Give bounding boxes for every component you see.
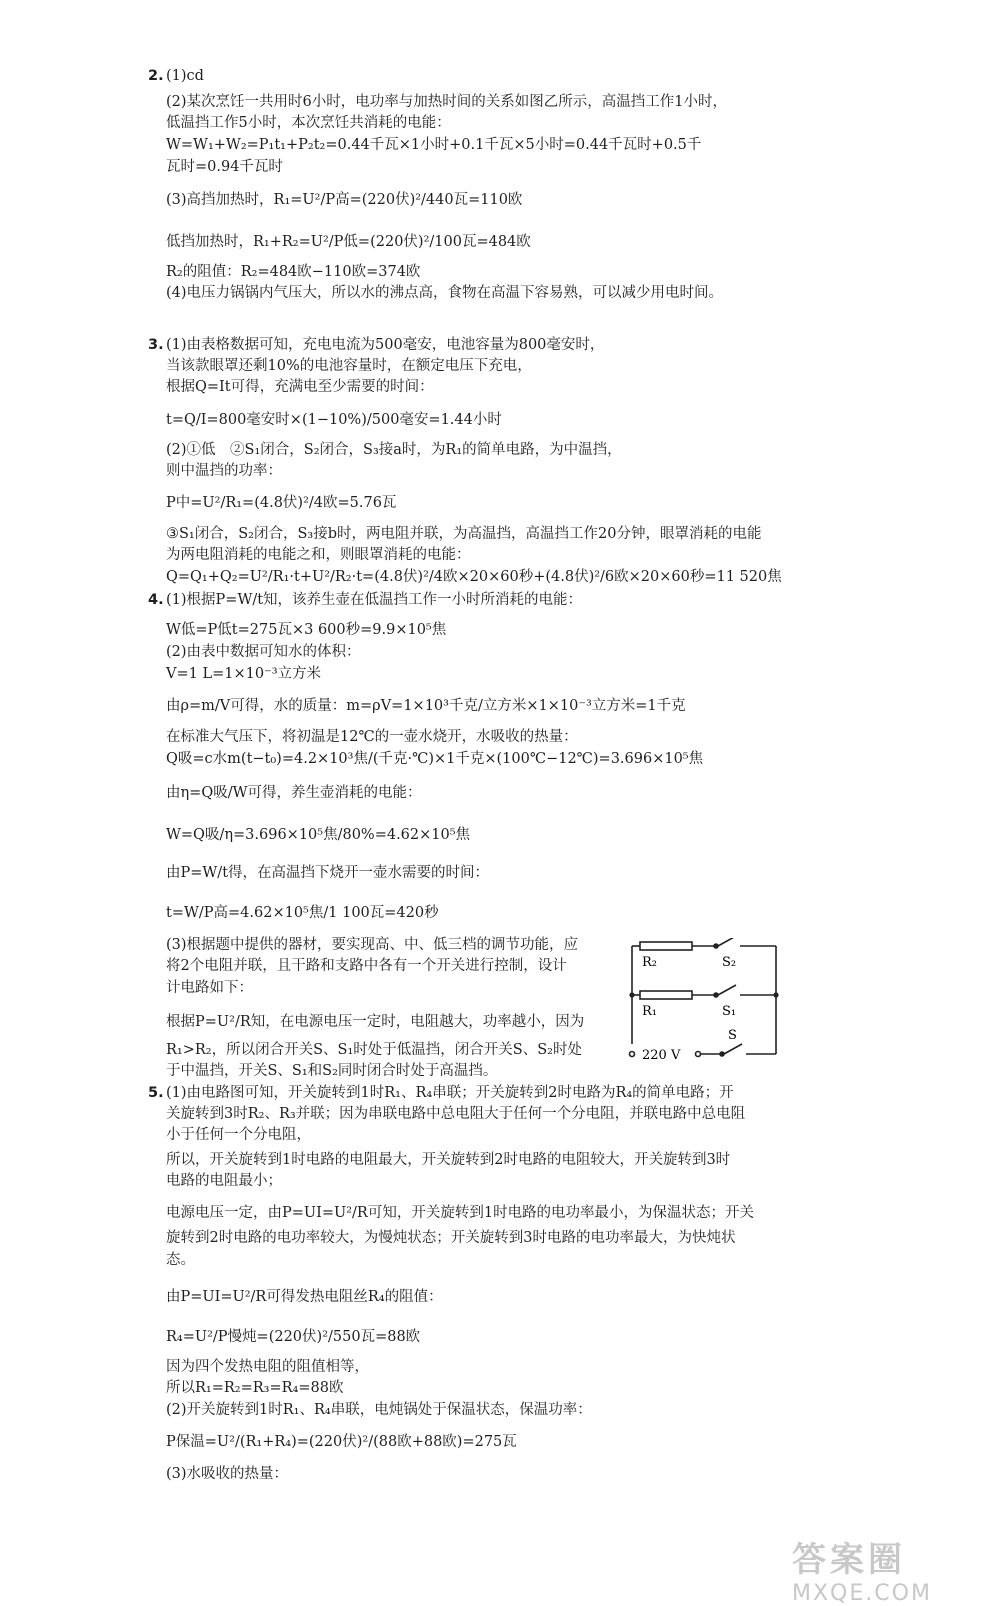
text-line: 根据Q=It可得，充满电至少需要的时间： bbox=[166, 379, 434, 395]
text-line: (2)①低 ②S₁闭合，S₂闭合，S₃接a时，为R₁的简单电路，为中温挡， bbox=[166, 442, 622, 458]
text-line: R₁>R₂，所以闭合开关S、S₁时处于低温挡，闭合开关S、S₂时处 bbox=[166, 1042, 582, 1058]
switch-s2 bbox=[718, 938, 736, 946]
circuit-diagram bbox=[612, 938, 782, 1062]
text-line: 关旋转到3时R₂、R₃并联；因为串联电路中总电阻大于任何一个分电阻，并联电路中总电阻 bbox=[166, 1106, 746, 1122]
formula-line: P保温=U²/(R₁+R₄)=(220伏)²/(88欧+88欧)=275瓦 bbox=[166, 1434, 517, 1450]
problem-number-4: 4. bbox=[148, 592, 164, 608]
text-line: (2)由表中数据可知水的体积： bbox=[166, 644, 361, 660]
formula-line: t=Q/I=800毫安时×(1−10%)/500毫安=1.44小时 bbox=[166, 412, 502, 428]
text-line: (1)由表格数据可知，充电电流为500毫安，电池容量为800毫安时， bbox=[166, 337, 605, 353]
problem-number-2: 2. bbox=[148, 68, 164, 84]
text-line: 低温挡工作5小时，本次烹饪共消耗的电能： bbox=[166, 115, 451, 131]
text-line: (1)由电路图可知，开关旋转到1时R₁、R₄串联；开关旋转到2时电路为R₄的简单电路；开 bbox=[166, 1085, 734, 1101]
formula-line: 由P=UI=U²/R可得发热电阻丝R₄的阻值： bbox=[166, 1289, 443, 1305]
formula-line: Q=Q₁+Q₂=U²/R₁·t+U²/R₂·t=(4.8伏)²/4欧×20×60秒+(4.8伏)²/6欧×20×60秒=11 520焦 bbox=[166, 569, 782, 585]
switch-s bbox=[724, 1044, 742, 1054]
formula-line: t=W/P高=4.62×10⁵焦/1 100瓦=420秒 bbox=[166, 905, 439, 921]
label-s1: S₁ bbox=[722, 1004, 737, 1019]
label-voltage: 220 V bbox=[642, 1048, 681, 1062]
formula-line: Q吸=c水m(t−t₀)=4.2×10³焦/(千克·℃)×1千克×(100℃−12℃)=3.696×10⁵焦 bbox=[166, 751, 704, 767]
problem-number-3: 3. bbox=[148, 337, 164, 353]
formula-line: (3)高挡加热时，R₁=U²/P高=(220伏)²/440瓦=110欧 bbox=[166, 192, 523, 208]
text-line: (3)根据题中提供的器材，要实现高、中、低三档的调节功能，应 bbox=[166, 937, 579, 953]
junction-right bbox=[773, 992, 778, 997]
problem-number-5: 5. bbox=[148, 1085, 164, 1101]
text-line: 旋转到2时电路的电功率较大，为慢炖状态；开关旋转到3时电路的电功率最大，为快炖状 bbox=[166, 1230, 736, 1246]
text-line: 瓦时=0.94千瓦时 bbox=[166, 159, 283, 175]
junction-left bbox=[629, 992, 634, 997]
text-line: 所以R₁=R₂=R₃=R₄=88欧 bbox=[166, 1380, 344, 1396]
formula-line: 根据P=U²/R知，在电源电压一定时，电阻越大，功率越小，因为 bbox=[166, 1014, 585, 1030]
watermark-url: MXQE.COM bbox=[792, 1581, 932, 1606]
label-r2: R₂ bbox=[642, 955, 657, 970]
formula-line: 由P=W/t得，在高温挡下烧开一壶水需要的时间： bbox=[166, 865, 490, 881]
text-line: 为两电阻消耗的电能之和，则眼罩消耗的电能： bbox=[166, 547, 471, 563]
formula-line: 电源电压一定，由P=UI=U²/R可知，开关旋转到1时电路的电功率最小，为保温状态；开关 bbox=[166, 1205, 755, 1221]
label-s: S bbox=[728, 1028, 737, 1043]
text-line: (1)根据P=W/t知，该养生壶在低温挡工作一小时所消耗的电能： bbox=[166, 592, 583, 608]
text-line: 电路的电阻最小； bbox=[166, 1173, 282, 1189]
text-line: 于中温挡，开关S、S₁和S₂同时闭合时处于高温挡。 bbox=[166, 1063, 498, 1079]
text-line: (3)水吸收的热量： bbox=[166, 1466, 289, 1482]
text-line: W=W₁+W₂=P₁t₁+P₂t₂=0.44千瓦×1小时+0.1千瓦×5小时=0.44千瓦时+0.5千 bbox=[166, 137, 702, 153]
text-line: (2)某次烹饪一共用时6小时，电功率与加热时间的关系如图乙所示，高温挡工作1小时， bbox=[166, 94, 727, 110]
text-line: 因为四个发热电阻的阻值相等， bbox=[166, 1359, 369, 1375]
formula-line: 由η=Q吸/W可得，养生壶消耗的电能： bbox=[166, 785, 422, 801]
label-r1: R₁ bbox=[642, 1004, 657, 1019]
text-line: 将2个电阻并联，且干路和支路中各有一个开关进行控制，设计 bbox=[166, 958, 567, 974]
formula-line: P中=U²/R₁=(4.8伏)²/4欧=5.76瓦 bbox=[166, 495, 397, 511]
formula-line: 由ρ=m/V可得，水的质量：m=ρV=1×10³千克/立方米×1×10⁻³立方米=1千克 bbox=[166, 698, 686, 714]
label-s2: S₂ bbox=[722, 955, 737, 970]
resistor-r1 bbox=[640, 991, 692, 999]
formula-line: R₄=U²/P慢炖=(220伏)²/550瓦=88欧 bbox=[166, 1329, 421, 1345]
watermark-logo: 答案圈 bbox=[792, 1540, 906, 1580]
text-line: ③S₁闭合，S₂闭合，S₃接b时，两电阻并联，为高温挡，高温挡工作20分钟，眼罩消耗的电能 bbox=[166, 526, 762, 542]
formula-line: 低挡加热时，R₁+R₂=U²/P低=(220伏)²/100瓦=484欧 bbox=[166, 234, 531, 250]
switch-s1 bbox=[718, 985, 736, 995]
text-line: 则中温挡的功率： bbox=[166, 463, 282, 479]
watermark bbox=[792, 1532, 982, 1606]
text-line: 小于任何一个分电阻， bbox=[166, 1127, 311, 1143]
text-line: R₂的阻值：R₂=484欧−110欧=374欧 bbox=[166, 264, 421, 280]
text-line: 态。 bbox=[166, 1252, 195, 1268]
text-line: W低=P低t=275瓦×3 600秒=9.9×10⁵焦 bbox=[166, 622, 447, 638]
text-line: 当该款眼罩还剩10%的电池容量时，在额定电压下充电， bbox=[166, 358, 532, 374]
text-line: (4)电压力锅锅内气压大，所以水的沸点高，食物在高温下容易熟，可以减少用电时间。 bbox=[166, 285, 724, 301]
text-line: (2)开关旋转到1时R₁、R₄串联，电炖锅处于保温状态，保温功率： bbox=[166, 1402, 592, 1418]
text-line: V=1 L=1×10⁻³立方米 bbox=[166, 666, 322, 682]
formula-line: W=Q吸/η=3.696×10⁵焦/80%=4.62×10⁵焦 bbox=[166, 827, 471, 843]
text-line: 在标准大气压下，将初温是12℃的一壶水烧开，水吸收的热量： bbox=[166, 729, 578, 745]
text-line: (1)cd bbox=[166, 68, 204, 84]
text-line: 所以，开关旋转到1时电路的电阻最大，开关旋转到2时电路的电阻较大，开关旋转到3时 bbox=[166, 1152, 731, 1168]
text-line: 计电路如下： bbox=[166, 980, 253, 996]
resistor-r2 bbox=[640, 942, 692, 950]
